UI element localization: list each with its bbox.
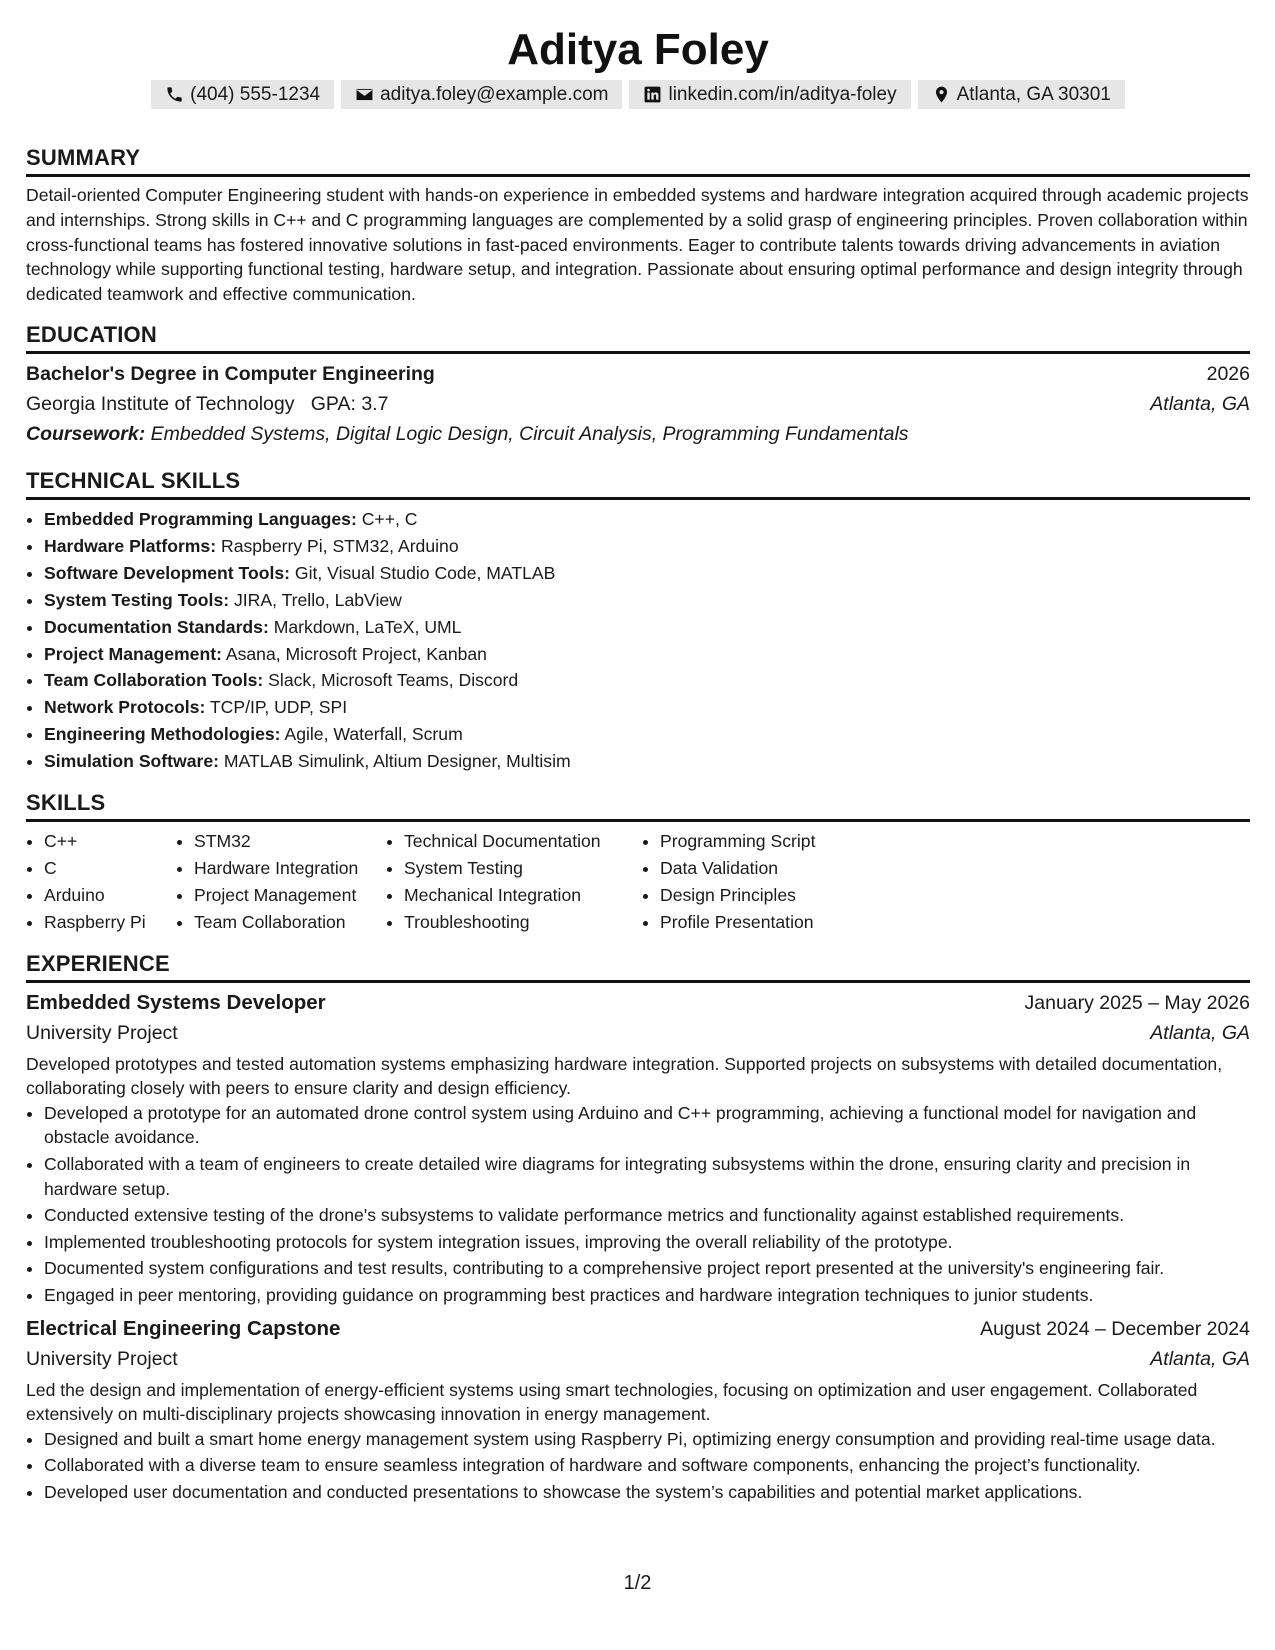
section-title-skills: SKILLS bbox=[26, 789, 1250, 822]
technical-skills-list bbox=[26, 506, 1250, 775]
skill-item: • STM32 bbox=[194, 828, 386, 855]
skill-item: • Programming Script bbox=[660, 828, 880, 855]
job-header-row bbox=[26, 988, 1250, 1018]
section-title-technical-skills: TECHNICAL SKILLS bbox=[26, 467, 1250, 500]
list-item: • Project Management: Asana, Microsoft Project, Kanban bbox=[44, 641, 1250, 668]
list-item: • Software Development Tools: Git, Visual Studio Code, MATLAB bbox=[44, 560, 1250, 587]
job-org-row bbox=[26, 1344, 1250, 1374]
resume-page bbox=[26, 0, 1250, 1507]
skills-column-3 bbox=[386, 828, 642, 936]
list-item: • Collaborated with a team of engineers to create detailed wire diagrams for integrating subsystems within the drone, ensuring clarity and precision in hardware setup. bbox=[44, 1152, 1250, 1201]
linkedin-text: linkedin.com/in/aditya-foley bbox=[668, 84, 897, 105]
list-item: • Simulation Software: MATLAB Simulink, Altium Designer, Multisim bbox=[44, 748, 1250, 775]
job-org-row bbox=[26, 1018, 1250, 1048]
location-text: Atlanta, GA 30301 bbox=[956, 84, 1111, 105]
skills-column-4 bbox=[642, 828, 880, 936]
job-title: Electrical Engineering Capstone bbox=[26, 1316, 341, 1340]
graduation-year: 2026 bbox=[1206, 362, 1250, 385]
skill-item: • C++ bbox=[44, 828, 176, 855]
envelope-icon bbox=[355, 85, 374, 104]
technical-skills-section bbox=[26, 467, 1250, 775]
linkedin-chip[interactable] bbox=[629, 80, 910, 109]
list-item: • Conducted extensive testing of the drone's subsystems to validate performance metrics and functionality against established requirements. bbox=[44, 1203, 1250, 1228]
email-text: aditya.foley@example.com bbox=[380, 84, 609, 105]
skill-item: • Profile Presentation bbox=[660, 909, 880, 936]
skill-item: • Troubleshooting bbox=[404, 909, 642, 936]
list-item: • Network Protocols: TCP/IP, UDP, SPI bbox=[44, 694, 1250, 721]
page-number: 1/2 bbox=[623, 1572, 652, 1594]
section-title-experience: EXPERIENCE bbox=[26, 950, 1250, 983]
list-item: • Hardware Platforms: Raspberry Pi, STM32, Arduino bbox=[44, 533, 1250, 560]
list-item: • Engineering Methodologies: Agile, Waterfall, Scrum bbox=[44, 721, 1250, 748]
skills-column-1 bbox=[26, 828, 176, 936]
job-summary: Led the design and implementation of energy-efficient systems using smart technologies, focusing on optimization and user engagement. Collaborated extensively on multi-disciplinary projects showcasing innovation in energy management. bbox=[26, 1379, 1198, 1425]
coursework-list: Embedded Systems, Digital Logic Design, Circuit Analysis, Programming Fundamentals bbox=[150, 422, 909, 445]
list-item: • Engaged in peer mentoring, providing guidance on programming best practices and hardware integration techniques to junior students. bbox=[44, 1283, 1250, 1308]
job-title: Embedded Systems Developer bbox=[26, 990, 326, 1014]
job-header-row bbox=[26, 1314, 1250, 1344]
summary-text: Detail-oriented Computer Engineering student with hands-on experience in embedded systems and hardware integration acquired through academic projects and internships. Strong skills in C++ and C programming languages are complemented by a solid grasp of engineering principles. Proven collaboration within cross-functional teams has fostered innovative solutions in fast-paced environments. Eager to contribute talents towards driving advancements in aviation technology while supporting functional testing, hardware setup, and integration. Passionate about ensuring optimal performance and design integrity through dedicated teamwork and effective communication. bbox=[26, 185, 1249, 305]
job-dates: August 2024 – December 2024 bbox=[980, 1317, 1250, 1340]
skill-item: • Mechanical Integration bbox=[404, 882, 642, 909]
job-org: University Project bbox=[26, 1021, 178, 1044]
job-summary: Developed prototypes and tested automation systems emphasizing hardware integration. Supported projects on subsystems with detailed documentation, collaborating closely with peers to ensure clarity and design efficiency. bbox=[26, 1053, 1223, 1099]
skill-item: • Data Validation bbox=[660, 855, 880, 882]
skill-item: • Arduino bbox=[44, 882, 176, 909]
job-bullets bbox=[26, 1101, 1250, 1308]
education-header-row bbox=[26, 359, 1250, 389]
skills-section bbox=[26, 789, 1250, 936]
skill-item: • Raspberry Pi bbox=[44, 909, 176, 936]
education-school-row bbox=[26, 389, 1250, 419]
skills-grid bbox=[26, 828, 1250, 936]
job-location: Atlanta, GA bbox=[1150, 1021, 1250, 1044]
skill-item: • Technical Documentation bbox=[404, 828, 642, 855]
job-entry bbox=[26, 988, 1250, 1308]
list-item: • Implemented troubleshooting protocols for system integration issues, improving the overall reliability of the prototype. bbox=[44, 1230, 1250, 1255]
location-chip bbox=[918, 80, 1125, 109]
contact-bar bbox=[26, 80, 1250, 109]
education-section bbox=[26, 321, 1250, 449]
section-title-summary: SUMMARY bbox=[26, 144, 1250, 177]
phone-text: (404) 555-1234 bbox=[190, 84, 321, 105]
phone-chip[interactable] bbox=[151, 80, 334, 109]
summary-section bbox=[26, 144, 1250, 307]
degree-title: Bachelor's Degree in Computer Engineering bbox=[26, 362, 435, 385]
list-item: • Designed and built a smart home energy management system using Raspberry Pi, optimizing energy consumption and providing real-time usage data. bbox=[44, 1427, 1250, 1452]
job-org: University Project bbox=[26, 1347, 178, 1370]
job-entry bbox=[26, 1314, 1250, 1505]
coursework-line bbox=[26, 419, 1250, 449]
email-chip[interactable] bbox=[341, 80, 622, 109]
section-title-education: EDUCATION bbox=[26, 321, 1250, 354]
list-item: • Developed a prototype for an automated drone control system using Arduino and C++ programming, achieving a functional model for navigation and obstacle avoidance. bbox=[44, 1101, 1250, 1150]
job-bullets bbox=[26, 1427, 1250, 1505]
list-item: • System Testing Tools: JIRA, Trello, LabView bbox=[44, 587, 1250, 614]
candidate-name: Aditya Foley bbox=[507, 25, 769, 74]
coursework-label: Coursework: bbox=[26, 422, 146, 445]
skill-item: • Team Collaboration bbox=[194, 909, 386, 936]
list-item: • Collaborated with a diverse team to ensure seamless integration of hardware and software components, enhancing the project’s functionality. bbox=[44, 1453, 1250, 1478]
skill-item: • Hardware Integration bbox=[194, 855, 386, 882]
experience-section bbox=[26, 950, 1250, 1505]
school-name: Georgia Institute of Technology bbox=[26, 392, 295, 415]
list-item: • Team Collaboration Tools: Slack, Microsoft Teams, Discord bbox=[44, 667, 1250, 694]
list-item: • Documented system configurations and test results, contributing to a comprehensive project report presented at the university's engineering fair. bbox=[44, 1256, 1250, 1281]
gpa: GPA: 3.7 bbox=[310, 392, 389, 415]
skill-item: • C bbox=[44, 855, 176, 882]
skill-item: • System Testing bbox=[404, 855, 642, 882]
skill-item: • Design Principles bbox=[660, 882, 880, 909]
job-dates: January 2025 – May 2026 bbox=[1024, 991, 1250, 1014]
skill-item: • Project Management bbox=[194, 882, 386, 909]
linkedin-icon bbox=[643, 85, 662, 104]
list-item: • Documentation Standards: Markdown, LaTeX, UML bbox=[44, 614, 1250, 641]
map-pin-icon bbox=[932, 85, 951, 104]
list-item: • Embedded Programming Languages: C++, C bbox=[44, 506, 1250, 533]
school-location: Atlanta, GA bbox=[1150, 392, 1250, 415]
phone-icon bbox=[165, 85, 184, 104]
skills-column-2 bbox=[176, 828, 386, 936]
job-location: Atlanta, GA bbox=[1150, 1347, 1250, 1370]
list-item: • Developed user documentation and conducted presentations to showcase the system’s capabilities and potential market applications. bbox=[44, 1480, 1250, 1505]
